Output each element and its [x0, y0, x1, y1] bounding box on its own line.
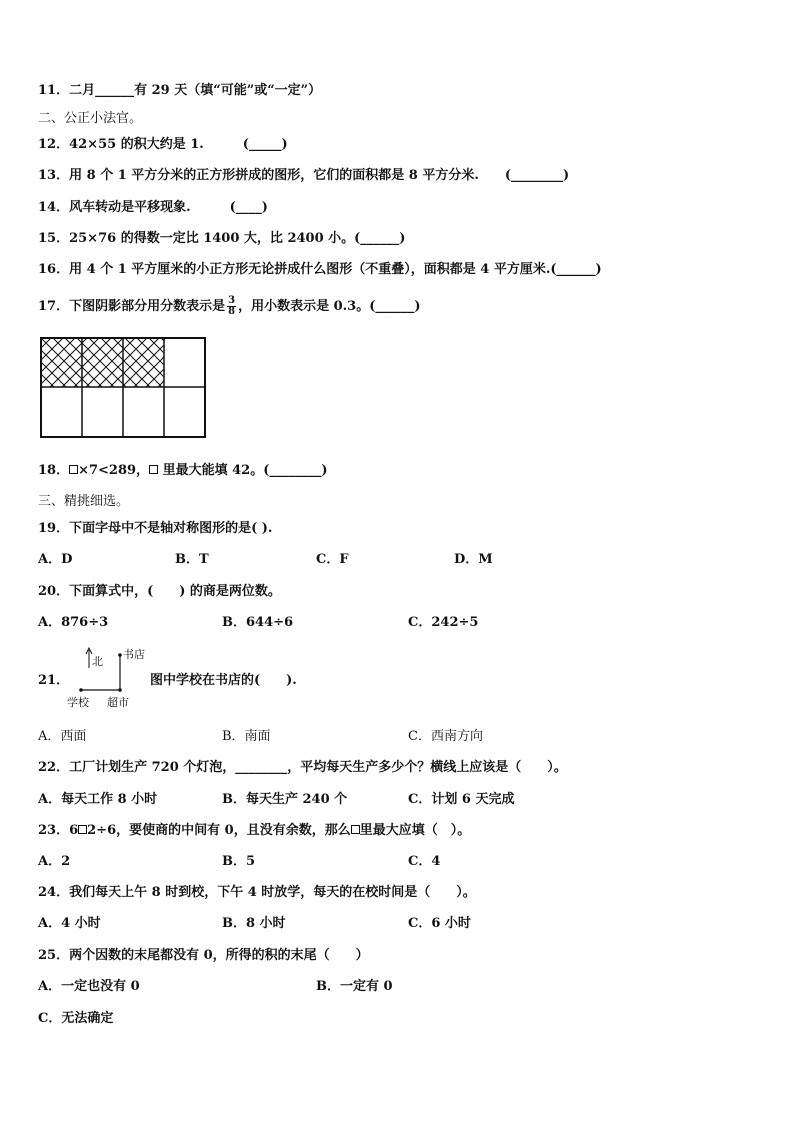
- option-c: C．242÷5: [408, 615, 479, 630]
- fraction-denominator: 8: [228, 306, 236, 317]
- question-13: 13．用 8 个 1 平方分米的正方形拼成的图形，它们的面积都是 8 平方分米. (________): [38, 168, 570, 183]
- blank-box-icon: [149, 465, 158, 474]
- fraction: [227, 296, 236, 317]
- question-18-text-2: 里最大能填 42。(________): [158, 463, 328, 478]
- option-b: B．南面: [222, 729, 271, 744]
- question-18: [38, 463, 328, 479]
- option-a: A．每天工作 8 小时: [38, 792, 158, 807]
- question-18-text-1: ×7<289，: [78, 463, 150, 478]
- option-c: C．4: [408, 854, 441, 869]
- grid-cell-shaded: [41, 338, 82, 387]
- question-11: 11．二月______有 29 天（填“可能”或“一定”）: [38, 83, 322, 98]
- option-c: C．西南方向: [408, 729, 483, 744]
- question-21-stem: 图中学校在书店的( ).: [150, 673, 297, 688]
- question-14: 14．风车转动是平移现象. (____): [38, 200, 268, 215]
- question-19: 19．下面字母中不是轴对称图形的是( ).: [38, 521, 273, 536]
- fraction-numerator: 3: [228, 295, 236, 306]
- question-23: [38, 823, 470, 839]
- section-2-heading: 二、公正小法官。: [38, 111, 143, 126]
- question-16: 16．用 4 个 1 平方厘米的小正方形无论拼成什么图形（不重叠），面积都是 4 平方厘米.(______): [38, 262, 602, 277]
- map-label-bookstore: 书店: [123, 648, 145, 661]
- option-c: C．计划 6 天完成: [408, 792, 515, 807]
- question-18-number: 18．: [38, 463, 70, 478]
- shaded-grid-figure: [40, 337, 206, 439]
- blank-box-icon: [351, 825, 360, 834]
- question-23-text-1: 23．6: [38, 823, 79, 838]
- option-b: B．T: [175, 552, 209, 567]
- option-b: B．644÷6: [222, 615, 294, 630]
- question-17: [38, 296, 421, 317]
- question-15: 15．25×76 的得数一定比 1400 大，比 2400 小。(______): [38, 231, 406, 246]
- option-c: C．无法确定: [38, 1011, 114, 1026]
- map-label-supermarket: 超市: [107, 696, 129, 709]
- question-17-text-before: 17．下图阴影部分用分数表示是: [38, 299, 226, 314]
- option-a: A．2: [38, 854, 71, 869]
- option-a: A．一定也没有 0: [38, 979, 140, 994]
- option-b: B．8 小时: [222, 916, 286, 931]
- question-22: 22．工厂计划生产 720 个灯泡，________，平均每天生产多少个？横线上应该是（ ）。: [38, 760, 567, 775]
- map-label-north: 北: [92, 655, 103, 668]
- option-c: C．F: [316, 552, 349, 567]
- option-a: A．876÷3: [38, 615, 109, 630]
- section-3-heading: 三、精挑细选。: [38, 494, 130, 509]
- question-23-text-3: 里最大应填（ ）。: [359, 823, 471, 838]
- option-a: A．4 小时: [38, 916, 101, 931]
- question-21-number: 21．: [38, 673, 70, 688]
- grid-cell-shaded: [123, 338, 164, 387]
- map-label-school: 学校: [67, 696, 89, 709]
- blank-box-icon: [78, 825, 87, 834]
- option-a: A．D: [38, 552, 73, 567]
- grid-cell-shaded: [82, 338, 123, 387]
- question-25: 25．两个因数的末尾都没有 0，所得的积的末尾（ ）: [38, 948, 369, 963]
- option-b: B．5: [222, 854, 256, 869]
- option-d: D．M: [454, 552, 493, 567]
- question-23-text-2: 2÷6，要使商的中间有 0，且没有余数，那么: [87, 823, 351, 838]
- blank-box-icon: [69, 465, 78, 474]
- option-a: A．西面: [38, 729, 87, 744]
- question-20: 20．下面算式中，( ) 的商是两位数。: [38, 584, 281, 599]
- option-b: B．一定有 0: [316, 979, 393, 994]
- option-c: C．6 小时: [408, 916, 471, 931]
- option-b: B．每天生产 240 个: [222, 792, 348, 807]
- question-24: 24．我们每天上午 8 时到校，下午 4 时放学，每天的在校时间是（ ）。: [38, 885, 476, 900]
- question-12: 12．42×55 的积大约是 1. (_____): [38, 137, 288, 152]
- question-17-text-after: ，用小数表示是 0.3。(______): [238, 299, 421, 314]
